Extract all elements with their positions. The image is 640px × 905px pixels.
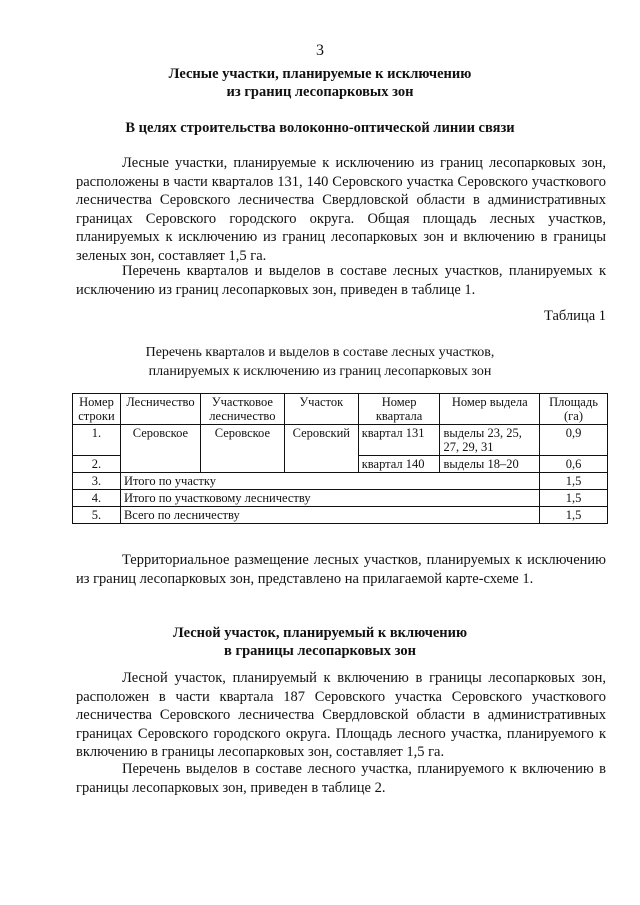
cell-total-label: Итого по участковому лесничеству <box>120 490 539 507</box>
cell-area: 0,9 <box>540 425 608 456</box>
cell-area: 1,5 <box>540 490 608 507</box>
section2-heading-line1: Лесной участок, планируемый к включению <box>172 625 468 641</box>
cell-area: 1,5 <box>540 507 608 524</box>
section2-heading-line2: в границы лесопарковых зон <box>224 643 416 659</box>
paragraph-map-reference: Территориальное размещение лесных участков, планируемых к исключению из границ лесопарковых зон, представлено на прилагаемой карте-схеме 1. <box>76 552 606 587</box>
header-allotment: Номер выдела <box>440 394 540 425</box>
cell-district-forestry: Серовское <box>200 425 284 473</box>
cell-area: 0,6 <box>540 456 608 473</box>
cell-row-no: 3. <box>73 473 121 490</box>
cell-quarter: квартал 140 <box>358 456 440 473</box>
table-row <box>73 490 608 507</box>
table1-caption-line1: Перечень кварталов и выделов в составе лесных участков, <box>145 345 495 360</box>
cell-quarter: квартал 131 <box>358 425 440 456</box>
section2-paragraph-2: Перечень выделов в составе лесного участка, планируемого к включению в границы лесопарковых зон, приведен в таблице 2. <box>76 761 606 796</box>
section1-paragraph-2: Перечень кварталов и выделов в составе лесных участков, планируемых к исключению из границ лесопарковых зон, приведен в таблице 1. <box>76 263 606 298</box>
cell-row-no: 4. <box>73 490 121 507</box>
header-quarter: Номер квартала <box>358 394 440 425</box>
page-number: 3 <box>316 42 324 59</box>
section1-heading-line1: Лесные участки, планируемые к исключению <box>168 66 472 82</box>
table-row <box>73 425 608 456</box>
table1-label: Таблица 1 <box>543 308 606 324</box>
section2-heading <box>0 624 640 660</box>
section1-heading-line2: из границ лесопарковых зон <box>226 84 414 100</box>
cell-total-label: Итого по участку <box>120 473 539 490</box>
header-area: Площадь (га) <box>540 394 608 425</box>
header-district-forestry: Участковое лесничество <box>200 394 284 425</box>
section1-subheading: В целях строительства волоконно-оптической линии связи <box>125 120 515 136</box>
table1 <box>72 393 608 524</box>
table-row <box>73 473 608 490</box>
section1-heading <box>0 65 640 101</box>
table-row <box>73 507 608 524</box>
section2-paragraph-1: Лесной участок, планируемый к включению в границы лесопарковых зон, расположен в части квартала 187 Серовского участка Серовского участкового лесничества Серовского лесничества Свердловской области в административных границах Серовского городского округа. Площадь лесного участка, планируемого к включению в границы лесопарковых зон, составляет 1,5 га. <box>76 670 606 761</box>
cell-area: 1,5 <box>540 473 608 490</box>
header-forestry: Лесничество <box>120 394 200 425</box>
section1-paragraph-1: Лесные участки, планируемые к исключению из границ лесопарковых зон, расположены в части кварталов 131, 140 Серовского участка Серовского участкового лесничества Серовского лесничества Свердловской области в административных границах Серовского городского округа. Общая площадь лесных участков, планируемых к исключению из границ лесопарковых зон и включению в границы зеленых зон, составляет 1,5 га. <box>76 155 606 264</box>
cell-row-no: 5. <box>73 507 121 524</box>
cell-row-no: 2. <box>73 456 121 473</box>
table1-caption-line2: планируемых к исключению из границ лесопарковых зон <box>148 364 492 379</box>
header-row-no: Номер строки <box>73 394 121 425</box>
header-plot: Участок <box>284 394 358 425</box>
cell-total-label: Всего по лесничеству <box>120 507 539 524</box>
table1-header-row <box>73 394 608 425</box>
cell-plot: Серовский <box>284 425 358 473</box>
table1-caption <box>0 343 640 381</box>
cell-forestry: Серовское <box>120 425 200 473</box>
cell-allotment: выделы 23, 25, 27, 29, 31 <box>440 425 540 456</box>
cell-row-no: 1. <box>73 425 121 456</box>
cell-allotment: выделы 18–20 <box>440 456 540 473</box>
